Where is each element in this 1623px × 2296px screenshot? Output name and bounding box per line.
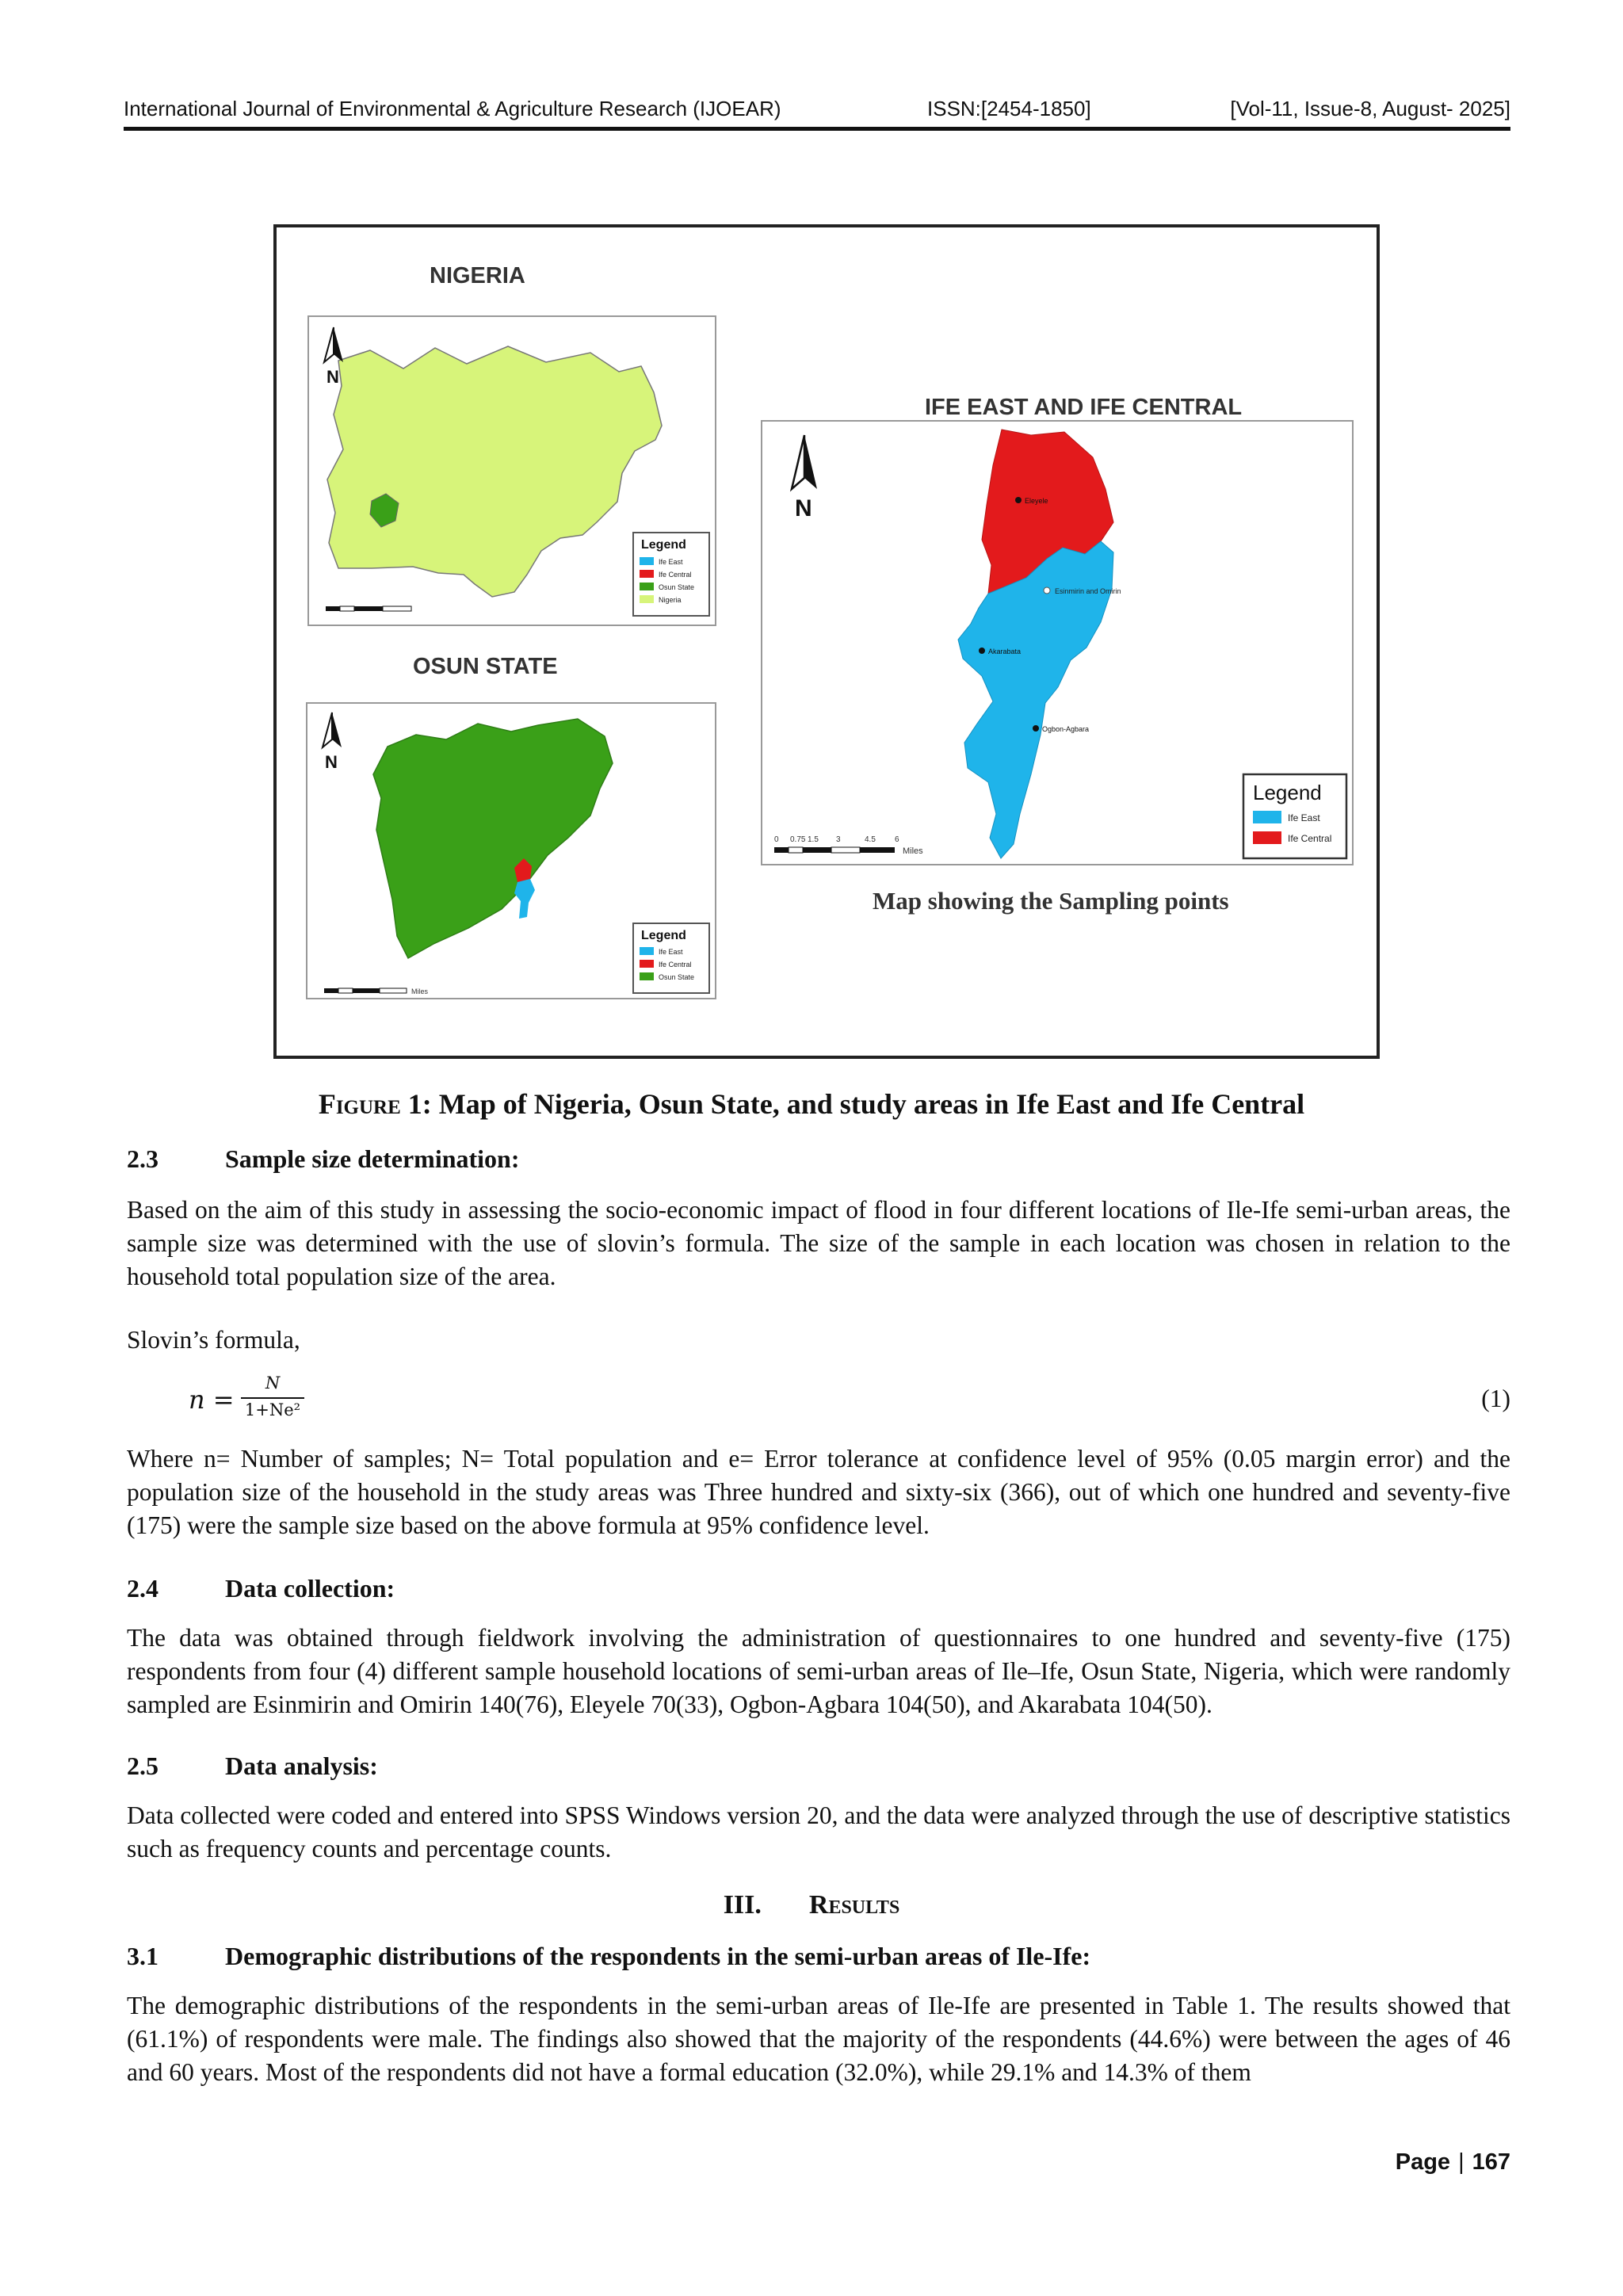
svg-text:1.5: 1.5 xyxy=(808,835,819,844)
issn: ISSN:[2454-1850] xyxy=(927,97,1091,120)
formula-intro: Slovin’s formula, xyxy=(127,1326,300,1354)
figure-1 xyxy=(273,224,1380,1059)
osun-map-title: OSUN STATE xyxy=(413,654,558,679)
legend-swatch-osun-state xyxy=(640,583,654,590)
legend-title: Legend xyxy=(641,929,686,942)
section-title: Demographic distributions of the respondents in the semi-urban areas of Ile-Ife: xyxy=(225,1942,1091,1970)
section-heading xyxy=(127,1942,1090,1971)
legend-swatch-ife-central xyxy=(640,570,654,578)
volume-info: [Vol-11, Issue-8, August- 2025] xyxy=(1230,97,1510,120)
nigeria-scale-bar xyxy=(326,606,411,611)
osun-legend xyxy=(633,923,709,993)
legend-swatch-ife-east xyxy=(640,947,654,955)
legend-label: Osun State xyxy=(659,583,695,591)
paragraph: Where n= Number of samples; N= Total population and e= Error tolerance at confidence level of 95% (0.05 margin error) and the population size of the household in the study areas was Three hundred and sixty-six (366), out of which one hundred and seventy-five (175) were the sample size based on the above formula at 95% confidence level. xyxy=(127,1445,1510,1539)
legend-label: Osun State xyxy=(659,973,695,981)
caption-number: 1: xyxy=(400,1088,439,1120)
legend-label: Ife Central xyxy=(659,961,692,968)
legend-title: Legend xyxy=(1253,781,1322,804)
svg-text:3: 3 xyxy=(836,835,841,844)
section-number: 2.4 xyxy=(127,1574,158,1603)
legend-title: Legend xyxy=(641,538,686,552)
slovin-equation xyxy=(189,1373,1510,1429)
svg-text:Eleyele: Eleyele xyxy=(1025,497,1048,505)
running-header xyxy=(124,94,1510,127)
page-label: Page xyxy=(1395,2149,1451,2175)
section-title: Sample size determination: xyxy=(225,1144,520,1173)
results-number: III. xyxy=(723,1890,762,1920)
svg-text:0.75: 0.75 xyxy=(790,835,806,844)
section-heading xyxy=(127,1574,395,1603)
results-heading xyxy=(0,1890,1623,1920)
legend-label: Ife East xyxy=(1288,812,1320,823)
equation-number: (1) xyxy=(1481,1385,1510,1412)
caption-label: Figure xyxy=(318,1088,401,1120)
legend-swatch-ife-east xyxy=(1253,811,1281,823)
nigeria-legend xyxy=(633,533,709,616)
legend-label: Ife Central xyxy=(659,571,692,579)
equation-lhs: n = xyxy=(189,1385,235,1415)
north-label: N xyxy=(325,752,338,772)
page-separator: | xyxy=(1458,2149,1465,2175)
legend-label: Ife East xyxy=(659,948,683,956)
results-title: Results xyxy=(808,1890,900,1920)
page-number: 167 xyxy=(1472,2149,1510,2175)
journal-name: International Journal of Environmental & Agriculture Research (IJOEAR) xyxy=(124,97,781,120)
section-number: 2.3 xyxy=(127,1144,158,1173)
legend-swatch-nigeria xyxy=(640,595,654,603)
osun-map xyxy=(307,654,716,999)
scale-unit: Miles xyxy=(903,846,923,856)
section-heading xyxy=(127,1144,520,1174)
equation-denominator: 1+Ne² xyxy=(244,1400,301,1419)
header-rule xyxy=(124,127,1510,131)
north-label: N xyxy=(795,495,812,521)
figure-1-maps xyxy=(277,227,1383,1062)
fraction-bar xyxy=(241,1397,304,1399)
section-number: 3.1 xyxy=(127,1942,158,1970)
ife-map-subtitle: Map showing the Sampling points xyxy=(873,887,1229,915)
caption-text: Map of Nigeria, Osun State, and study areas in Ife East and Ife Central xyxy=(438,1088,1305,1120)
svg-text:Esinmirin and Omirin: Esinmirin and Omirin xyxy=(1055,587,1121,595)
svg-text:0: 0 xyxy=(774,835,779,844)
legend-swatch-ife-east xyxy=(640,557,654,565)
ife-map xyxy=(762,395,1353,915)
paragraph: Data collected were coded and entered into SPSS Windows version 20, and the data were analyzed through the use of descriptive statistics such as frequency counts and percentage counts. xyxy=(127,1801,1510,1862)
svg-text:6: 6 xyxy=(895,835,899,844)
svg-text:Ogbon-Agbara: Ogbon-Agbara xyxy=(1042,725,1090,733)
equation-numerator: N xyxy=(265,1373,281,1392)
section-number: 2.5 xyxy=(127,1752,158,1780)
legend-swatch-ife-central xyxy=(640,960,654,968)
nigeria-map-title: NIGERIA xyxy=(430,263,525,288)
svg-text:4.5: 4.5 xyxy=(865,835,876,844)
svg-text:Akarabata: Akarabata xyxy=(988,648,1022,655)
sampling-point-esinmirin-omirin xyxy=(1044,587,1121,595)
section-title: Data collection: xyxy=(225,1574,395,1603)
equation-fraction xyxy=(241,1373,304,1419)
figure-caption xyxy=(0,1087,1623,1121)
ife-legend xyxy=(1243,774,1346,858)
north-label: N xyxy=(327,367,339,387)
scale-unit: Miles xyxy=(411,988,429,995)
paragraph: The demographic distributions of the respondents in the semi-urban areas of Ile-Ife are presented in Table 1. The results showed that (61.1%) of respondents were male. The findings also showed that the majority of the respondents (44.6%) were between the ages of 46 and 60 years. Most of the respondents did not have a formal education (32.0%), while 29.1% and 14.3% of them xyxy=(127,1992,1510,2086)
legend-label: Nigeria xyxy=(659,596,682,604)
legend-swatch-osun-state xyxy=(640,972,654,980)
ife-map-title: IFE EAST AND IFE CENTRAL xyxy=(925,395,1243,420)
nigeria-map xyxy=(308,263,716,625)
legend-label: Ife East xyxy=(659,558,683,566)
paragraph: The data was obtained through fieldwork involving the administration of questionnaires to one hundred and seventy-five (175) respondents from four (4) different sample household locations of semi-urban areas of Ile–Ife, Osun State, Nigeria, which were randomly sampled are Esinmirin and Omirin 140(76), Eleyele 70(33), Ogbon-Agbara 104(50), and Akarabata 104(50). xyxy=(127,1624,1510,1718)
section-title: Data analysis: xyxy=(225,1752,378,1780)
legend-label: Ife Central xyxy=(1288,833,1332,844)
page-footer xyxy=(1396,2149,1510,2176)
legend-swatch-ife-central xyxy=(1253,831,1281,844)
paragraph: Based on the aim of this study in assessing the socio-economic impact of flood in four different locations of Ile-Ife semi-urban areas, the sample size was determined with the use of slovin’s formula. The size of the sample in each location was chosen in relation to the household total population size of the area. xyxy=(127,1196,1510,1290)
section-heading xyxy=(127,1752,378,1781)
